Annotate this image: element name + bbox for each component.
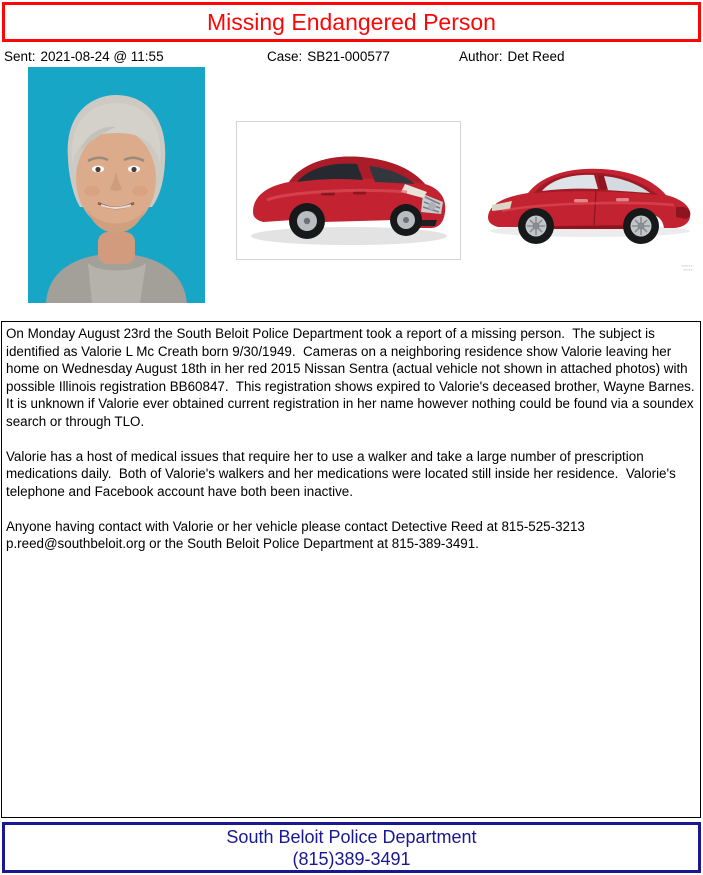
- photo-watermark: ▪▪▪▪▪▪ ▪▪▪▪▪: [681, 263, 693, 272]
- vehicle-side-photo: [478, 125, 703, 280]
- vehicle-side-graphic: [478, 125, 703, 280]
- case-field: [267, 49, 390, 64]
- narrative-paragraph-2: Valorie has a host of medical issues that require her to use a walker and take a large number of prescription medications daily. Both of Valorie's walkers and her medications were located still inside her residence. Valorie's telephone and Facebook account have both been inactive.: [6, 448, 680, 499]
- missing-person-photo: [28, 67, 205, 303]
- case-label: Case:: [267, 49, 303, 64]
- sent-label: Sent:: [4, 49, 36, 64]
- narrative-paragraph-1: On Monday August 23rd the South Beloit Police Department took a report of a missing person. The subject is identified as Valorie L Mc Creath born 9/30/1949. Cameras on a neighboring residence show Valorie leaving her home on Wednesday August 18th in her red 2015 Nissan Sentra (actual vehicle not shown in attached photos) with possible Illinois registration BB60847. This registration shows expired to Valorie's deceased brother, Wayne Barnes. It is unknown if Valorie ever obtained current registration in her name however nothing could be found via a soundex search or through TLO.: [6, 326, 703, 429]
- case-value: SB21-000577: [307, 49, 390, 64]
- page-title: Missing Endangered Person: [207, 8, 496, 35]
- alert-title-box: [2, 2, 701, 42]
- author-field: [459, 49, 565, 64]
- narrative-paragraph-3: Anyone having contact with Valorie or her vehicle please contact Detective Reed at 815-525-3213 p.reed@southbeloit.org or the South Beloit Police Department at 815-389-3491.: [6, 518, 589, 551]
- author-value: Det Reed: [507, 49, 565, 64]
- meta-row: [0, 49, 703, 67]
- vehicle-front-graphic: [237, 122, 460, 259]
- sent-value: 2021-08-24 @ 11:55: [40, 49, 164, 64]
- footer-phone-number: (815)389-3491: [292, 848, 411, 869]
- sent-field: [4, 49, 164, 64]
- person-photo-graphic: [28, 67, 205, 303]
- vehicle-front-photo: [236, 121, 461, 260]
- narrative-box: [1, 321, 701, 818]
- footer-department-name: South Beloit Police Department: [226, 826, 477, 847]
- footer-box: [2, 822, 701, 873]
- author-label: Author:: [459, 49, 503, 64]
